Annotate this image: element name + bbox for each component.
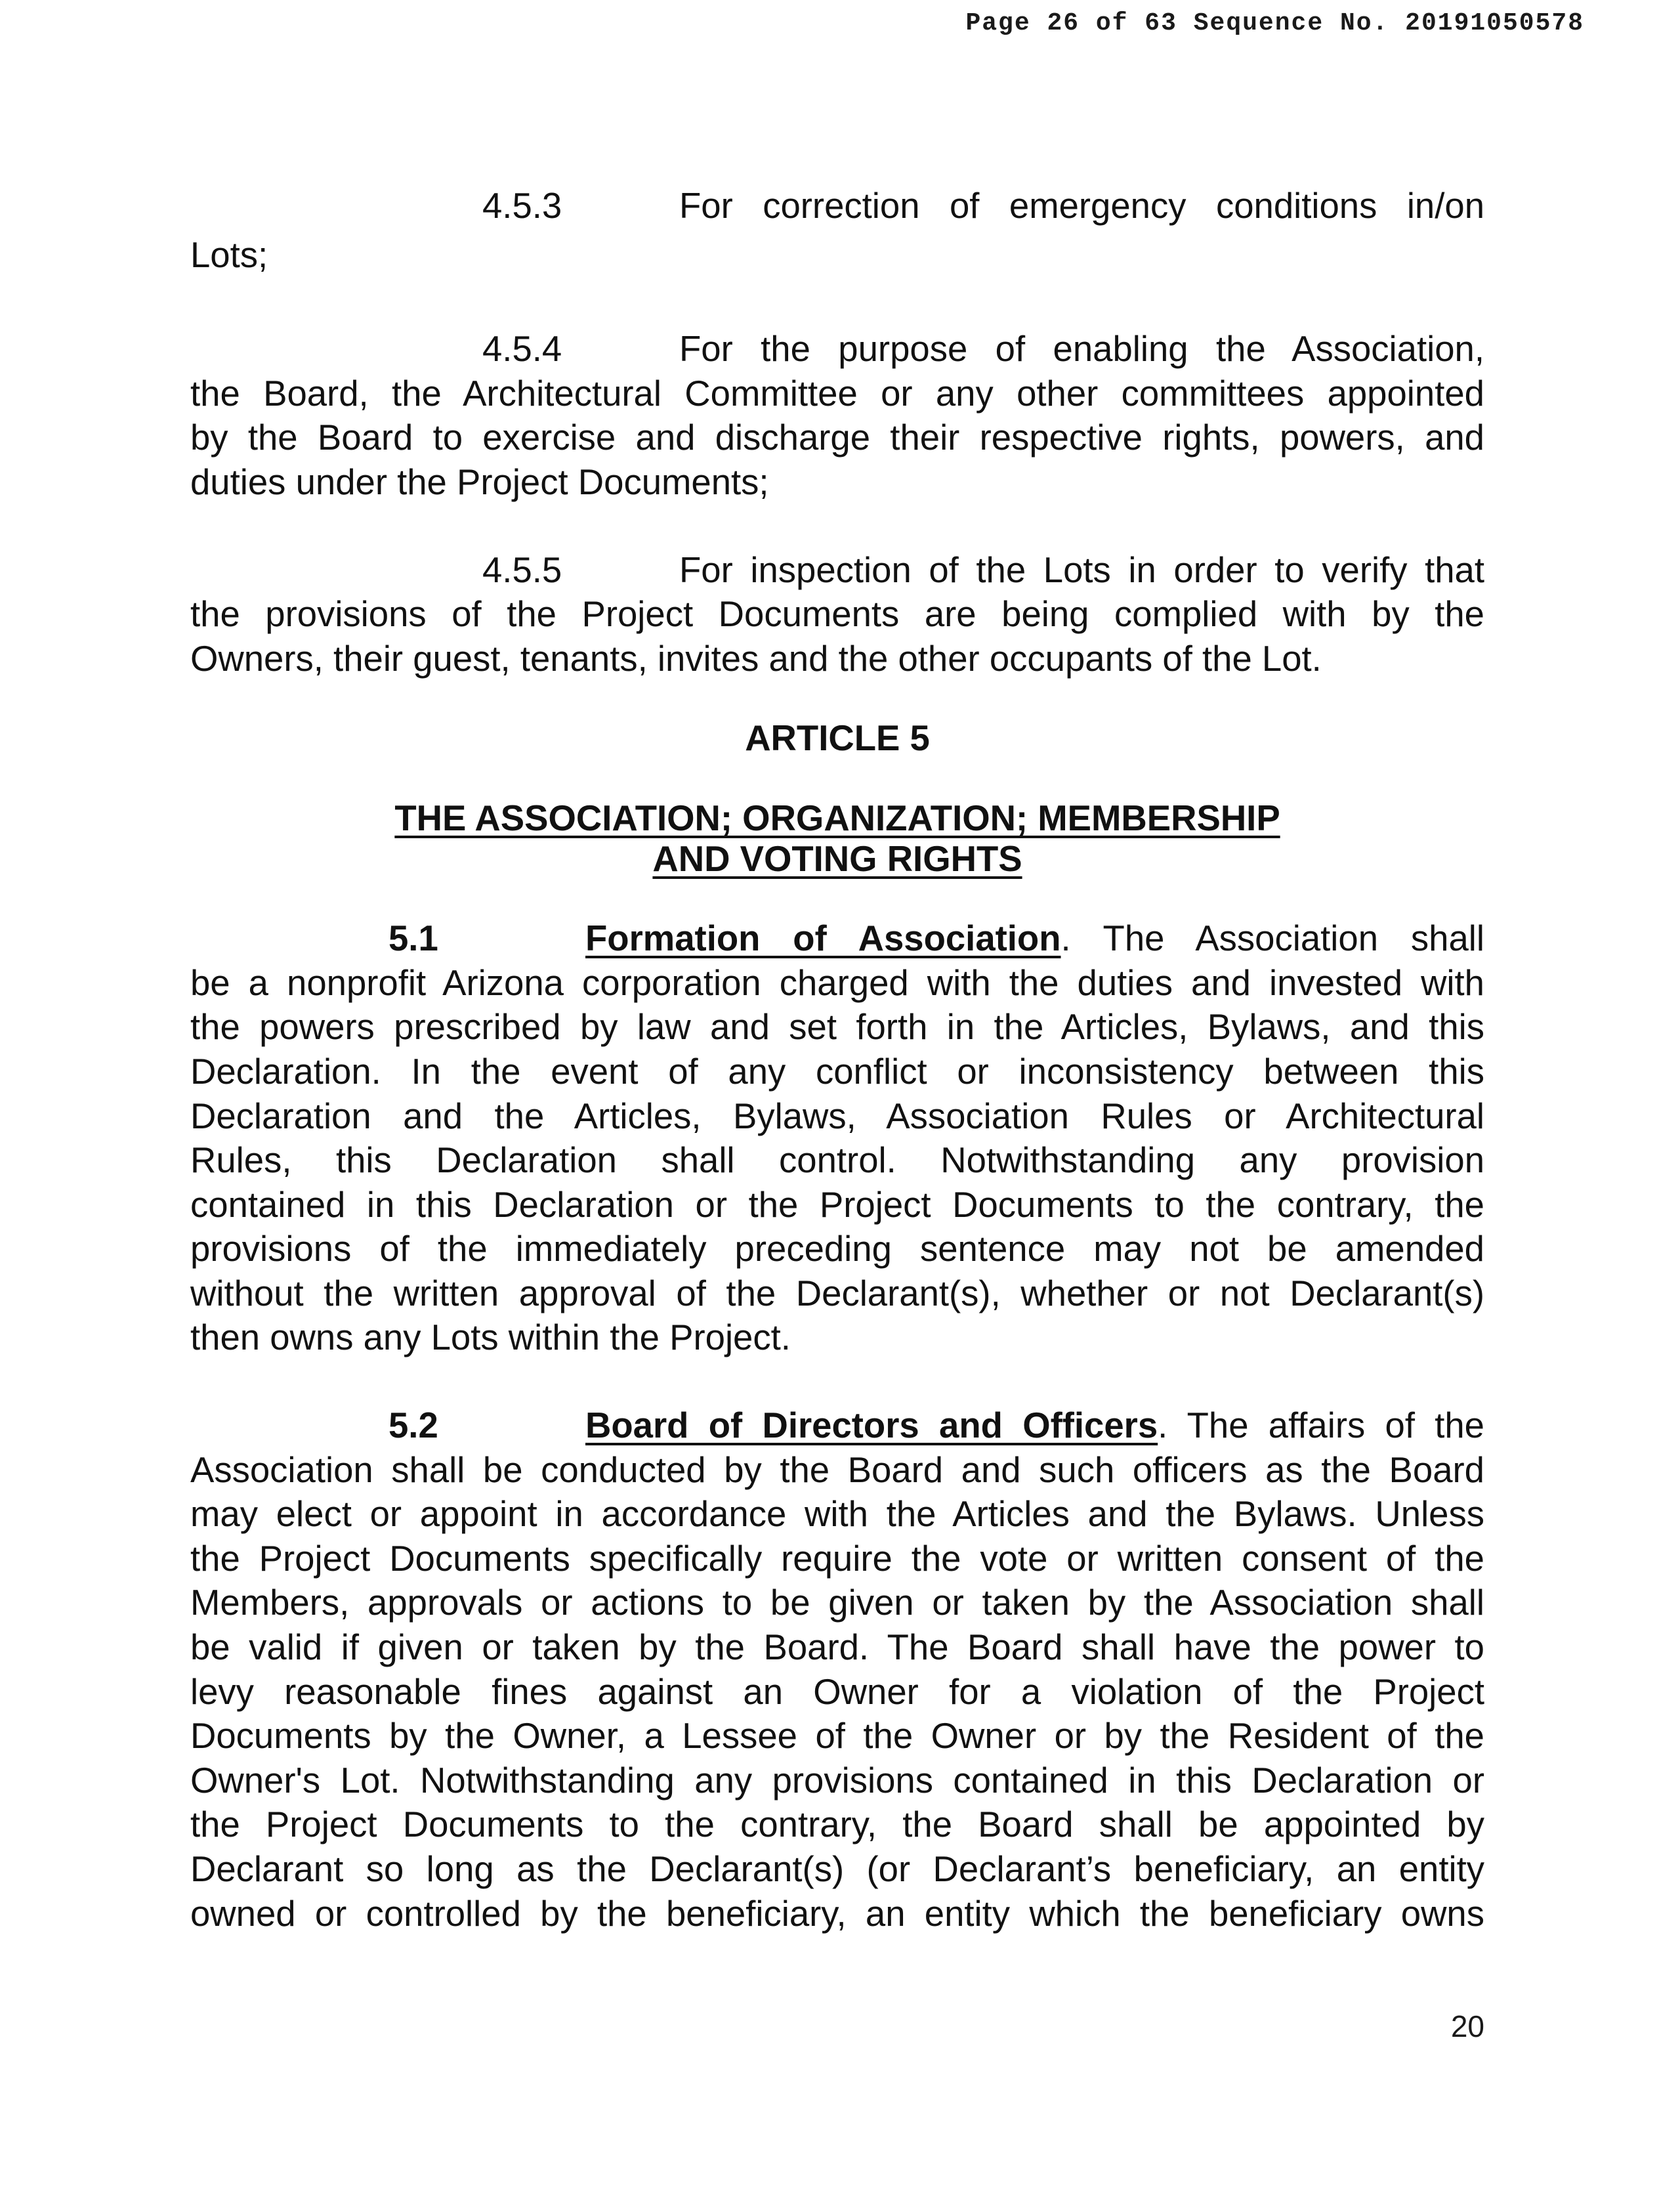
section-text-line: Declarant so long as the Declarant(s) (or Declarant’s beneficiary, an entity <box>190 1849 1484 1889</box>
section-text-line: For correction of emergency conditions in/on <box>679 186 1484 226</box>
section-text-line: duties under the Project Documents; <box>190 461 769 502</box>
section-text-line: without the written approval of the Declarant(s), whether or not Declarant(s) <box>190 1273 1484 1313</box>
section-text-line: be a nonprofit Arizona corporation charged with the duties and invested with <box>190 962 1484 1003</box>
section-heading: Board of Directors and Officers <box>585 1405 1158 1446</box>
section-text-line: Owners, their guest, tenants, invites and the other occupants of the Lot. <box>190 638 1322 679</box>
section-text-line: owned or controlled by the beneficiary, an entity which the beneficiary owns <box>190 1893 1484 1934</box>
section-text-line: contained in this Declaration or the Project Documents to the contrary, the <box>190 1184 1484 1225</box>
section-text-line: . The Association shall <box>1060 918 1484 959</box>
section-text-line: Owner's Lot. Notwithstanding any provisions contained in this Declaration or <box>190 1760 1484 1801</box>
section-4-5-5 <box>190 548 1484 681</box>
section-4-5-3 <box>190 184 1484 277</box>
section-text-line: be valid if given or taken by the Board. The Board shall have the power to <box>190 1627 1484 1668</box>
section-text-line: . The affairs of the <box>1158 1405 1484 1446</box>
section-first-line <box>585 916 1484 961</box>
section-text-line: For inspection of the Lots in order to verify that <box>679 549 1484 590</box>
page-sequence-header: Page 26 of 63 Sequence No. 20191050578 <box>965 9 1584 37</box>
article-title-line: THE ASSOCIATION; ORGANIZATION; MEMBERSHIP <box>394 798 1280 838</box>
section-text-line: For the purpose of enabling the Association, <box>679 329 1484 370</box>
document-body <box>190 184 1484 1936</box>
page-number: 20 <box>1450 2009 1484 2043</box>
article-label: ARTICLE 5 <box>745 718 930 759</box>
section-text-line: provisions of the immediately preceding sentence may not be amended <box>190 1229 1484 1269</box>
section-text-line: Association shall be conducted by the Board and such officers as the Board <box>190 1449 1484 1490</box>
section-text-line: may elect or appoint in accordance with the Articles and the Bylaws. Unless <box>190 1494 1484 1535</box>
section-text-line: Rules, this Declaration shall control. Notwithstanding any provision <box>190 1140 1484 1181</box>
section-text-line: by the Board to exercise and discharge their respective rights, powers, and <box>190 417 1484 458</box>
section-text-line: Declaration and the Articles, Bylaws, Association Rules or Architectural <box>190 1096 1484 1136</box>
section-5-2 <box>190 1403 1484 1936</box>
section-text-line: Declaration. In the event of any conflict or inconsistency between this <box>190 1051 1484 1092</box>
section-number: 5.1 <box>388 918 438 959</box>
section-4-5-4 <box>190 327 1484 504</box>
section-5-1 <box>190 916 1484 1360</box>
section-text-line: then owns any Lots within the Project. <box>190 1317 791 1358</box>
section-text-line: the provisions of the Project Documents are being complied with by the <box>190 594 1484 635</box>
section-text-line: the Project Documents to the contrary, the Board shall be appointed by <box>190 1804 1484 1845</box>
article-title <box>190 796 1484 881</box>
section-text-line: the Board, the Architectural Committee or any other committees appointed <box>190 373 1484 414</box>
section-number: 5.2 <box>388 1405 438 1446</box>
section-text-line: Documents by the Owner, a Lessee of the Owner or by the Resident of the <box>190 1716 1484 1757</box>
section-number: 4.5.3 <box>482 186 562 226</box>
section-text-line: levy reasonable fines against an Owner for a violation of the Project <box>190 1671 1484 1712</box>
section-text-line: Lots; <box>190 234 268 275</box>
section-heading: Formation of Association <box>585 918 1061 959</box>
section-number: 4.5.4 <box>482 329 562 370</box>
article-title-line: AND VOTING RIGHTS <box>652 838 1022 879</box>
section-text-line: the powers prescribed by law and set forth in the Articles, Bylaws, and this <box>190 1007 1484 1048</box>
section-text-line: the Project Documents specifically require the vote or written consent of the <box>190 1538 1484 1579</box>
section-text-line: Members, approvals or actions to be given or taken by the Association shall <box>190 1583 1484 1623</box>
section-number: 4.5.5 <box>482 549 562 590</box>
section-first-line <box>585 1403 1484 1448</box>
